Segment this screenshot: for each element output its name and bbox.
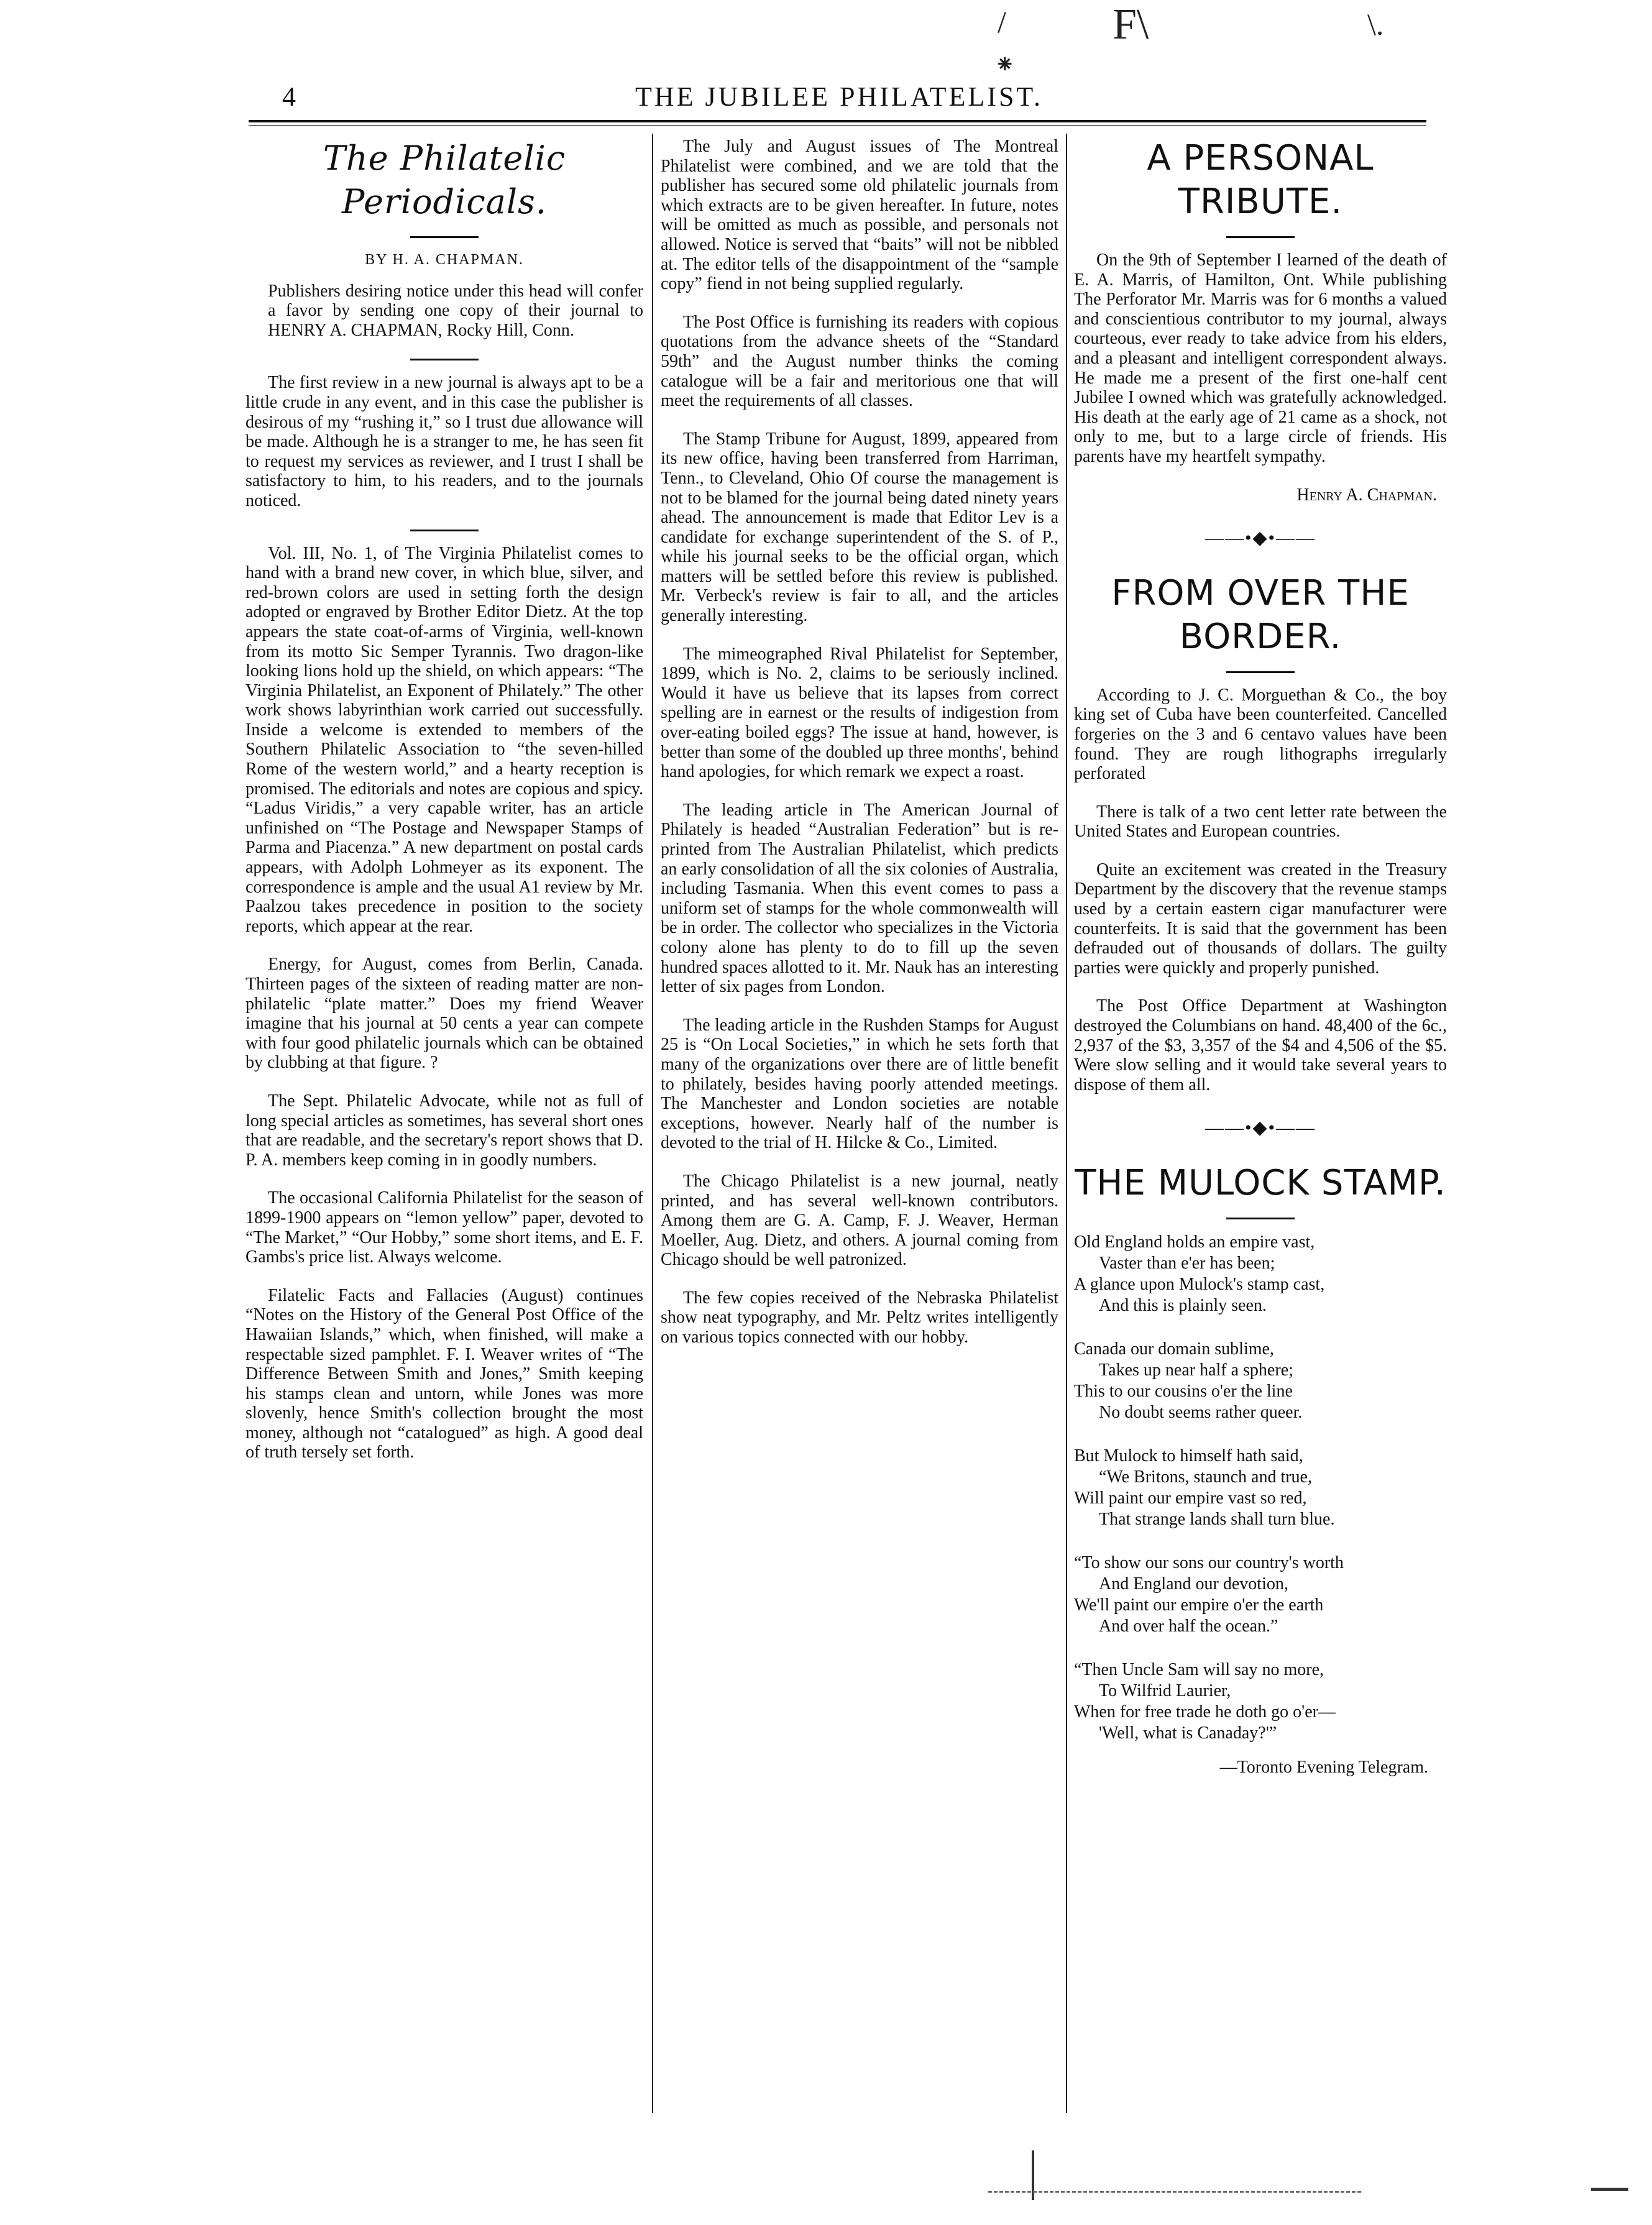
poem-line: That strange lands shall turn blue. xyxy=(1099,1510,1335,1529)
poem-line: Takes up near half a sphere; xyxy=(1099,1360,1293,1380)
review-paragraph: The occasional California Philatelist for the season of 1899-1900 appears on “lemon yellow” paper, devoted to “The Market,” “Our Hobby,” some short items, and E. F. Gambs's price list. Always welcome. xyxy=(246,1188,643,1267)
poem-line: “To show our sons our country's worth xyxy=(1074,1553,1344,1572)
section-rule xyxy=(410,359,479,360)
news-paragraph: Quite an excitement was created in the Treasury Department by the discovery that the revenue stamps used by a certain eastern cigar manufacturer were counterfeits. It is said that the government has been defrauded out of thousands of dollars. The guilty parties were quickly and properly punished. xyxy=(1074,860,1447,978)
review-paragraph: The leading article in The American Journal of Philately is headed “Australian Federation” but is re-printed from The Australian Philatelist, which predicts an early consolidation of all the six colonies of Australia, including Tasmania. When this event comes to pass a uniform set of stamps for the whole commonwealth will be in order. The collector who specializes in the Victoria colony alone has plenty to do to fill up the seven hundred spaces allotted to it. Mr. Nauk has an interesting letter of six pages from London. xyxy=(661,800,1058,997)
running-title: THE JUBILEE PHILATELIST. xyxy=(635,81,1044,112)
poem-line: “Then Uncle Sam will say no more, xyxy=(1074,1660,1324,1679)
review-paragraph: The Post Office is furnishing its readers with copious quotations from the advance sheets of the “Standard 59th” and the August number thinks the coming catalogue will be a fair and meritorious one that will meet the requirements of all classes. xyxy=(661,312,1058,411)
review-paragraph: The July and August issues of The Montreal Philatelist were combined, and we are told that the publisher has secured some old philatelic journals from which extracts are to be given hereafter. In future, notes will be omitted as much as possible, and personals not allowed. Notice is served that “baits” will not be nibbled at. The editor tells of the disappointment of the “sample copy” fiend in not being supplied regularly. xyxy=(661,137,1058,294)
column-left xyxy=(246,137,643,2116)
review-paragraph: The mimeographed Rival Philatelist for September, 1899, which is No. 2, claims to be seriously inclined. Would it have us believe that its lapses from correct spelling are in earnest or the results of indigestion from over-eating boiled eggs? The issue at hand, however, is better than some of the doubled up three months', behind hand apologies, for which remark we expect a roast. xyxy=(661,644,1058,782)
headline-rule xyxy=(1226,236,1295,238)
scan-mark: / xyxy=(998,4,1006,39)
review-paragraph: The first review in a new journal is always apt to be a little crude in any event, and in this case the publisher is desirous of my “rushing it,” so I trust due allowance will be made. Although he is a stranger to me, he has seen fit to request my services as reviewer, and I trust I shall be satisfactory to him, to his readers, and to the journals noticed. xyxy=(246,373,643,510)
review-paragraph: The Stamp Tribune for August, 1899, appeared from its new office, having been transferred from Harriman, Tenn., to Cleveland, Ohio Of course the management is not to be blamed for the journal being dated ninety years ahead. The announcement is made that Editor Lev is a candidate for exchange superintendent of the S. of P., while his journal seeks to be the official organ, which matters will be settled before this review is published. Mr. Verbeck's review is fair to all, and the articles generally interesting. xyxy=(661,429,1058,626)
poem-line: And over half the ocean.” xyxy=(1099,1617,1278,1636)
column-divider xyxy=(1066,134,1067,2113)
headline-periodicals: The Philatelic Periodicals. xyxy=(323,139,566,221)
poem-line: Canada our domain sublime, xyxy=(1074,1339,1274,1359)
review-paragraph: Energy, for August, comes from Berlin, Canada. Thirteen pages of the sixteen of reading matter are non-philatelic “plate matter.” Does my friend Weaver imagine that his journal at 50 cents a year can compete with four good philatelic journals which can be obtained by clubbing at that figure. ? xyxy=(246,955,643,1073)
header-rule xyxy=(249,120,1426,126)
signature: Henry A. Chapman. xyxy=(1296,485,1437,505)
poem-line: When for free trade he doth go o'er— xyxy=(1074,1702,1336,1722)
poem-stanza xyxy=(1074,1446,1447,1530)
news-paragraph: According to J. C. Morguethan & Co., the boy king set of Cuba have been counterfeited. Cancelled forgeries on the 3 and 6 centavo values have been found. They are rough lithographs irregularly perforated xyxy=(1074,685,1447,784)
review-paragraph: The leading article in the Rushden Stamps for August 25 is “On Local Societies,” in which he sets forth that many of the organizations over there are of little benefit to philately, besides having poorly attended meetings. The Manchester and London societies are notable exceptions, however. Nearly half of the number is devoted to the trial of H. Hilcke & Co., Limited. xyxy=(661,1015,1058,1153)
poem-line: No doubt seems rather queer. xyxy=(1099,1403,1303,1422)
column-divider xyxy=(652,134,653,2113)
review-paragraph: The Sept. Philatelic Advocate, while not as full of long special articles as sometimes, has several short ones that are readable, and the secretary's report shows that D. P. A. members keep coming in in goodly numbers. xyxy=(246,1091,643,1170)
poem-line: Vaster than e'er has been; xyxy=(1099,1254,1275,1273)
poem-line: And England our devotion, xyxy=(1099,1574,1288,1594)
scan-mark xyxy=(1032,2150,1059,2200)
scan-mark: F\ xyxy=(1113,1,1149,48)
poem-attribution: —Toronto Evening Telegram. xyxy=(1219,1758,1428,1777)
scan-mark: ⁕ xyxy=(994,50,1016,78)
news-paragraph: There is talk of a two cent letter rate between the United States and European countries. xyxy=(1074,802,1447,842)
poem-stanza xyxy=(1074,1339,1447,1423)
scan-mark: \. xyxy=(1367,7,1384,42)
poem-line: To Wilfrid Laurier, xyxy=(1099,1681,1231,1700)
poem-stanza xyxy=(1074,1232,1447,1316)
section-rule xyxy=(410,530,479,531)
poem-line: 'Well, what is Canaday?'” xyxy=(1099,1723,1277,1743)
poem-line: Will paint our empire vast so red, xyxy=(1074,1489,1307,1508)
review-paragraph: Vol. III, No. 1, of The Virginia Philatelist comes to hand with a brand new cover, in which blue, silver, and red-brown colors are used in setting forth the design adopted or engraved by Brother Editor Dietz. At the top appears the state coat-of-arms of Virginia, well-known from its motto Sic Semper Tyrannis. Two dragon-like looking lions hold up the shield, on which appears: “The Virginia Philatelist, an Exponent of Philately.” The other work shows labyrinthian work carried out successfully. Inside a welcome is extended to members of the Southern Philatelic Association to “the seven-hilled Rome of the western world,” and a hearty reception is promised. The editorials and notes are copious and spicy. “Ladus Viridis,” a very capable writer, has an article unfinished on “The Postage and Newspaper Stamps of Parma and Piacenza.” A new department on postal cards appears, with Adolph Lohmeyer as its exponent. The correspondence is ample and the usual A1 review by Mr. Paalzou takes precedence in position to the society reports, which appear at the rear. xyxy=(246,543,643,936)
ornament-divider: ——•◆•—— xyxy=(1205,1117,1316,1139)
headline-personal-tribute: A PERSONAL TRIBUTE. xyxy=(1147,138,1374,222)
poem-line: We'll paint our empire o'er the earth xyxy=(1074,1595,1324,1615)
page-number: 4 xyxy=(282,81,296,112)
headline-rule xyxy=(1226,671,1295,673)
poem-line: And this is plainly seen. xyxy=(1099,1296,1267,1315)
poem-line: This to our cousins o'er the line xyxy=(1074,1382,1293,1401)
review-paragraph: The Chicago Philatelist is a new journal, neatly printed, and has several well-known contributors. Among them are G. A. Camp, F. J. Weaver, Herman Moeller, Aug. Dietz, and others. A journal coming from Chicago should be well patronized. xyxy=(661,1171,1058,1270)
headline-rule xyxy=(410,236,479,238)
poem-line: Old England holds an empire vast, xyxy=(1074,1232,1315,1252)
tribute-paragraph: On the 9th of September I learned of the death of E. A. Marris, of Hamilton, Ont. While publishing The Perforator Mr. Marris was for 6 months a valued and conscientious contributor to my journal, always courteous, ever ready to take advice from his elders, and a pleasant and intelligent correspondent always. He made me a present of the first one-half cent Jubilee I owned which was gratefully acknowledged. His death at the early age of 21 came as a shock, not only to me, but to a large circle of friends. His parents have my heartfelt sympathy. xyxy=(1074,250,1447,466)
poem-line: “We Britons, staunch and true, xyxy=(1099,1467,1312,1487)
scan-mark xyxy=(1591,2188,1628,2191)
byline: BY H. A. CHAPMAN. xyxy=(365,252,524,268)
poem xyxy=(1074,1232,1447,1744)
ornament-divider: ——•◆•—— xyxy=(1205,528,1316,549)
review-paragraph: Filatelic Facts and Fallacies (August) continues “Notes on the History of the General Post Office of the Hawaiian Islands,” which, when finished, will make a respectable sized pamphlet. F. I. Weaver writes of “The Difference Between Smith and Jones,” Smith keeping his stamps clean and untorn, while Jones was more slovenly, hence Smith's collection brought the most money, although not “catalogued” as high. A good deal of truth tersely set forth. xyxy=(246,1285,643,1462)
poem-line: But Mulock to himself hath said, xyxy=(1074,1446,1303,1466)
publisher-notice: Publishers desiring notice under this head will confer a favor by sending one copy of their journal to HENRY A. CHAPMAN, Rocky Hill, Conn. xyxy=(268,281,643,340)
news-paragraph: The Post Office Department at Washington destroyed the Columbians on hand. 48,400 of the 6c., 2,937 of the $3, 3,357 of the $4 and 4,506 of the $5. Were slow selling and it would take several years to dispose of them all. xyxy=(1074,996,1447,1094)
poem-line: A glance upon Mulock's stamp cast, xyxy=(1074,1275,1325,1294)
headline-over-the-border: FROM OVER THE BORDER. xyxy=(1111,572,1410,657)
page-header xyxy=(249,81,1429,118)
poem-stanza xyxy=(1074,1659,1447,1744)
scan-mark xyxy=(988,2191,1361,2193)
column-right xyxy=(1074,137,1447,2116)
headline-mulock-stamp: THE MULOCK STAMP. xyxy=(1075,1163,1446,1203)
review-paragraph: The few copies received of the Nebraska Philatelist show neat typography, and Mr. Peltz writes intelligently on various topics connected with our hobby. xyxy=(661,1288,1058,1347)
headline-rule xyxy=(1226,1218,1295,1219)
column-middle xyxy=(661,137,1058,2116)
poem-stanza xyxy=(1074,1553,1447,1637)
